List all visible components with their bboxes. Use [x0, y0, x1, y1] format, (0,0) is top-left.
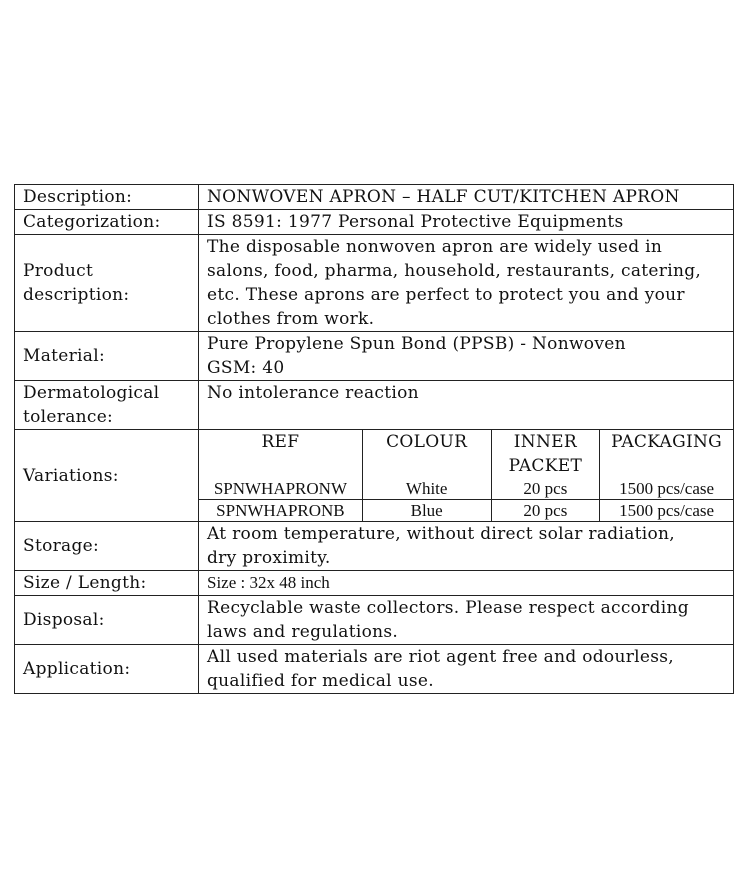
product-description-line: clothes from work. — [207, 309, 375, 329]
dermatological-value: No intolerance reaction — [199, 381, 734, 430]
row-size — [15, 571, 734, 596]
disposal-label: Disposal: — [15, 596, 199, 645]
product-description-value — [199, 235, 734, 332]
application-label: Application: — [15, 645, 199, 694]
variation-ref: SPNWHAPRONB — [199, 500, 362, 522]
product-description-label — [15, 235, 199, 332]
material-line: Pure Propylene Spun Bond (PPSB) - Nonwoven — [207, 334, 626, 354]
product-spec-table — [14, 184, 734, 694]
variations-label: Variations: — [15, 430, 199, 522]
application-line: All used materials are riot agent free and odourless, — [207, 647, 674, 667]
categorization-label: Categorization: — [15, 210, 199, 235]
categorization-value: IS 8591: 1977 Personal Protective Equipments — [199, 210, 734, 235]
material-value — [199, 332, 734, 381]
variation-ref: SPNWHAPRONW — [199, 478, 362, 500]
variation-row — [199, 500, 733, 522]
material-label: Material: — [15, 332, 199, 381]
description-value: NONWOVEN APRON – HALF CUT/KITCHEN APRON — [199, 185, 734, 210]
row-dermatological — [15, 381, 734, 430]
application-line: qualified for medical use. — [207, 671, 434, 691]
row-application — [15, 645, 734, 694]
row-description — [15, 185, 734, 210]
header-packaging: PACKAGING — [600, 430, 733, 478]
size-label: Size / Length: — [15, 571, 199, 596]
dermatological-label-line: tolerance: — [23, 407, 114, 427]
size-value: Size : 32x 48 inch — [199, 571, 734, 596]
storage-value — [199, 522, 734, 571]
dermatological-label-line: Dermatological — [23, 383, 160, 403]
product-description-label-line: Product — [23, 261, 94, 281]
variation-colour: Blue — [362, 500, 491, 522]
row-disposal — [15, 596, 734, 645]
storage-line: At room temperature, without direct solar radiation, — [207, 524, 676, 544]
header-colour: COLOUR — [362, 430, 491, 478]
variations-value — [199, 430, 734, 522]
disposal-value — [199, 596, 734, 645]
variation-packaging: 1500 pcs/case — [600, 478, 733, 500]
row-storage — [15, 522, 734, 571]
row-product-description — [15, 235, 734, 332]
header-ref: REF — [199, 430, 362, 478]
variation-inner-packet: 20 pcs — [491, 500, 600, 522]
row-material — [15, 332, 734, 381]
row-categorization — [15, 210, 734, 235]
application-value — [199, 645, 734, 694]
variation-inner-packet: 20 pcs — [491, 478, 600, 500]
variation-row — [199, 478, 733, 500]
header-inner-packet-line: INNER — [513, 432, 577, 452]
storage-label: Storage: — [15, 522, 199, 571]
variation-colour: White — [362, 478, 491, 500]
dermatological-label — [15, 381, 199, 430]
variations-header-row — [199, 430, 733, 478]
description-label: Description: — [15, 185, 199, 210]
header-inner-packet-line: PACKET — [508, 456, 583, 476]
disposal-line: Recyclable waste collectors. Please respect according — [207, 598, 689, 618]
row-variations — [15, 430, 734, 522]
header-inner-packet — [491, 430, 600, 478]
product-description-label-line: description: — [23, 285, 130, 305]
storage-line: dry proximity. — [207, 548, 331, 568]
material-line: GSM: 40 — [207, 358, 285, 378]
product-description-line: etc. These aprons are perfect to protect you and your — [207, 285, 685, 305]
product-description-line: salons, food, pharma, household, restaurants, catering, — [207, 261, 702, 281]
disposal-line: laws and regulations. — [207, 622, 399, 642]
product-description-line: The disposable nonwoven apron are widely used in — [207, 237, 663, 257]
variations-table — [199, 430, 733, 521]
variation-packaging: 1500 pcs/case — [600, 500, 733, 522]
